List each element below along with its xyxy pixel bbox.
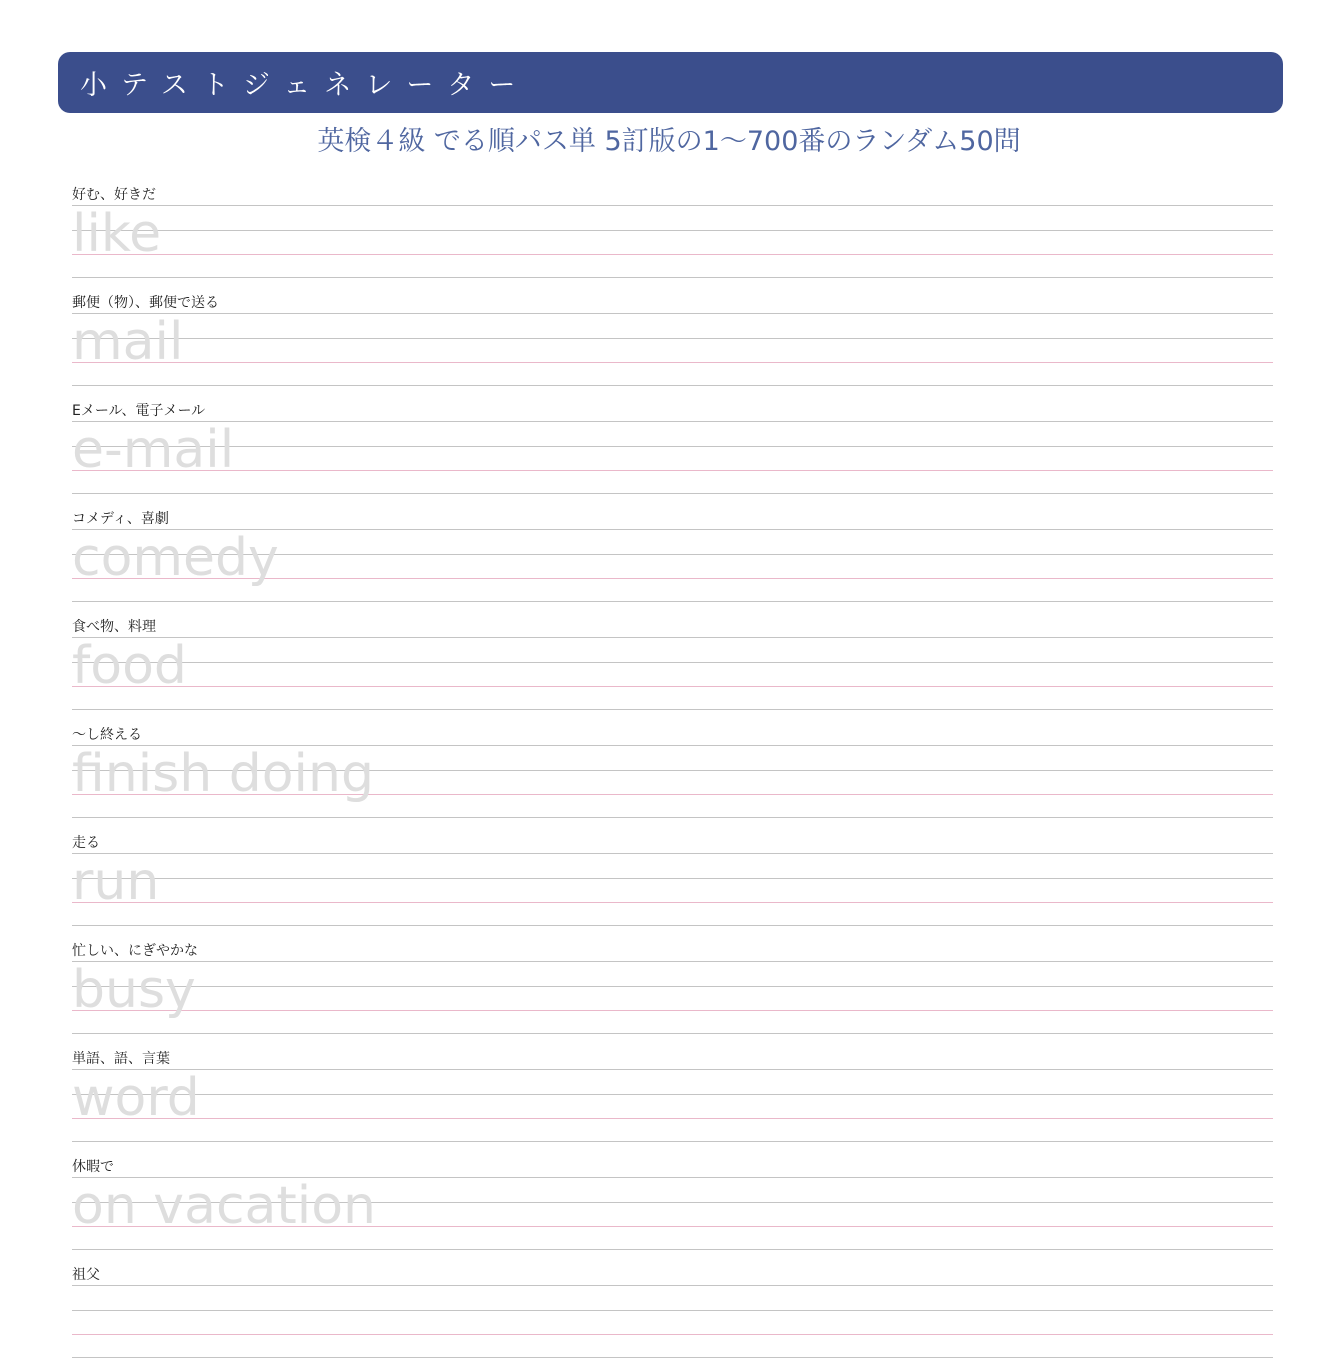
question-item bbox=[72, 940, 1273, 1048]
baseline-rule bbox=[72, 1118, 1273, 1119]
question-prompt: 走る bbox=[72, 835, 100, 851]
baseline-rule bbox=[72, 902, 1273, 903]
question-item bbox=[72, 1048, 1273, 1156]
guide-rule bbox=[72, 230, 1273, 231]
baseline-rule bbox=[72, 362, 1273, 363]
question-item bbox=[72, 832, 1273, 940]
trace-answer: word bbox=[72, 1068, 200, 1128]
guide-rule bbox=[72, 662, 1273, 663]
guide-rule bbox=[72, 205, 1273, 206]
guide-rule bbox=[72, 446, 1273, 447]
guide-rule bbox=[72, 601, 1273, 602]
guide-rule bbox=[72, 817, 1273, 818]
worksheet-subtitle: 英検４級 でる順パス単 5訂版の1〜700番のランダム50問 bbox=[317, 126, 1021, 157]
app-title: 小テストジェネレーター bbox=[80, 70, 530, 101]
question-prompt: 単語、語、言葉 bbox=[72, 1051, 170, 1067]
trace-answer: like bbox=[72, 204, 162, 264]
trace-answer: mail bbox=[72, 312, 184, 372]
question-prompt: コメディ、喜劇 bbox=[72, 511, 169, 527]
guide-rule bbox=[72, 1069, 1273, 1070]
question-item bbox=[72, 616, 1273, 724]
guide-rule bbox=[72, 1357, 1273, 1358]
guide-rule bbox=[72, 421, 1273, 422]
guide-rule bbox=[72, 493, 1273, 494]
trace-answer: run bbox=[72, 852, 160, 912]
guide-rule bbox=[72, 1094, 1273, 1095]
question-prompt: 好む、好きだ bbox=[72, 187, 156, 203]
baseline-rule bbox=[72, 470, 1273, 471]
guide-rule bbox=[72, 1285, 1273, 1286]
question-list bbox=[72, 184, 1273, 1372]
trace-answer: finish doing bbox=[72, 744, 374, 804]
question-prompt: 祖父 bbox=[72, 1267, 100, 1283]
header-bar bbox=[58, 52, 1283, 113]
trace-answer: on vacation bbox=[72, 1176, 377, 1236]
trace-answer: food bbox=[72, 636, 187, 696]
trace-answer: e-mail bbox=[72, 420, 235, 480]
guide-rule bbox=[72, 313, 1273, 314]
guide-rule bbox=[72, 961, 1273, 962]
guide-rule bbox=[72, 853, 1273, 854]
question-prompt: 郵便（物）、郵便で送る bbox=[72, 295, 219, 311]
baseline-rule bbox=[72, 254, 1273, 255]
guide-rule bbox=[72, 1310, 1273, 1311]
question-prompt: 忙しい、にぎやかな bbox=[72, 943, 198, 959]
guide-rule bbox=[72, 1249, 1273, 1250]
question-item bbox=[72, 292, 1273, 400]
question-prompt: 〜し終える bbox=[72, 727, 142, 743]
question-prompt: 休暇で bbox=[72, 1159, 114, 1175]
question-item bbox=[72, 1264, 1273, 1372]
question-item bbox=[72, 400, 1273, 508]
guide-rule bbox=[72, 709, 1273, 710]
guide-rule bbox=[72, 637, 1273, 638]
guide-rule bbox=[72, 338, 1273, 339]
trace-answer: comedy bbox=[72, 528, 279, 588]
baseline-rule bbox=[72, 1010, 1273, 1011]
question-item bbox=[72, 724, 1273, 832]
question-item bbox=[72, 508, 1273, 616]
baseline-rule bbox=[72, 686, 1273, 687]
question-item bbox=[72, 184, 1273, 292]
question-item bbox=[72, 1156, 1273, 1264]
guide-rule bbox=[72, 878, 1273, 879]
guide-rule bbox=[72, 925, 1273, 926]
guide-rule bbox=[72, 1141, 1273, 1142]
question-prompt: Eメール、電子メール bbox=[72, 403, 206, 419]
trace-answer: busy bbox=[72, 960, 196, 1020]
baseline-rule bbox=[72, 1334, 1273, 1335]
guide-rule bbox=[72, 1033, 1273, 1034]
question-prompt: 食べ物、料理 bbox=[72, 619, 156, 635]
guide-rule bbox=[72, 385, 1273, 386]
guide-rule bbox=[72, 986, 1273, 987]
guide-rule bbox=[72, 277, 1273, 278]
